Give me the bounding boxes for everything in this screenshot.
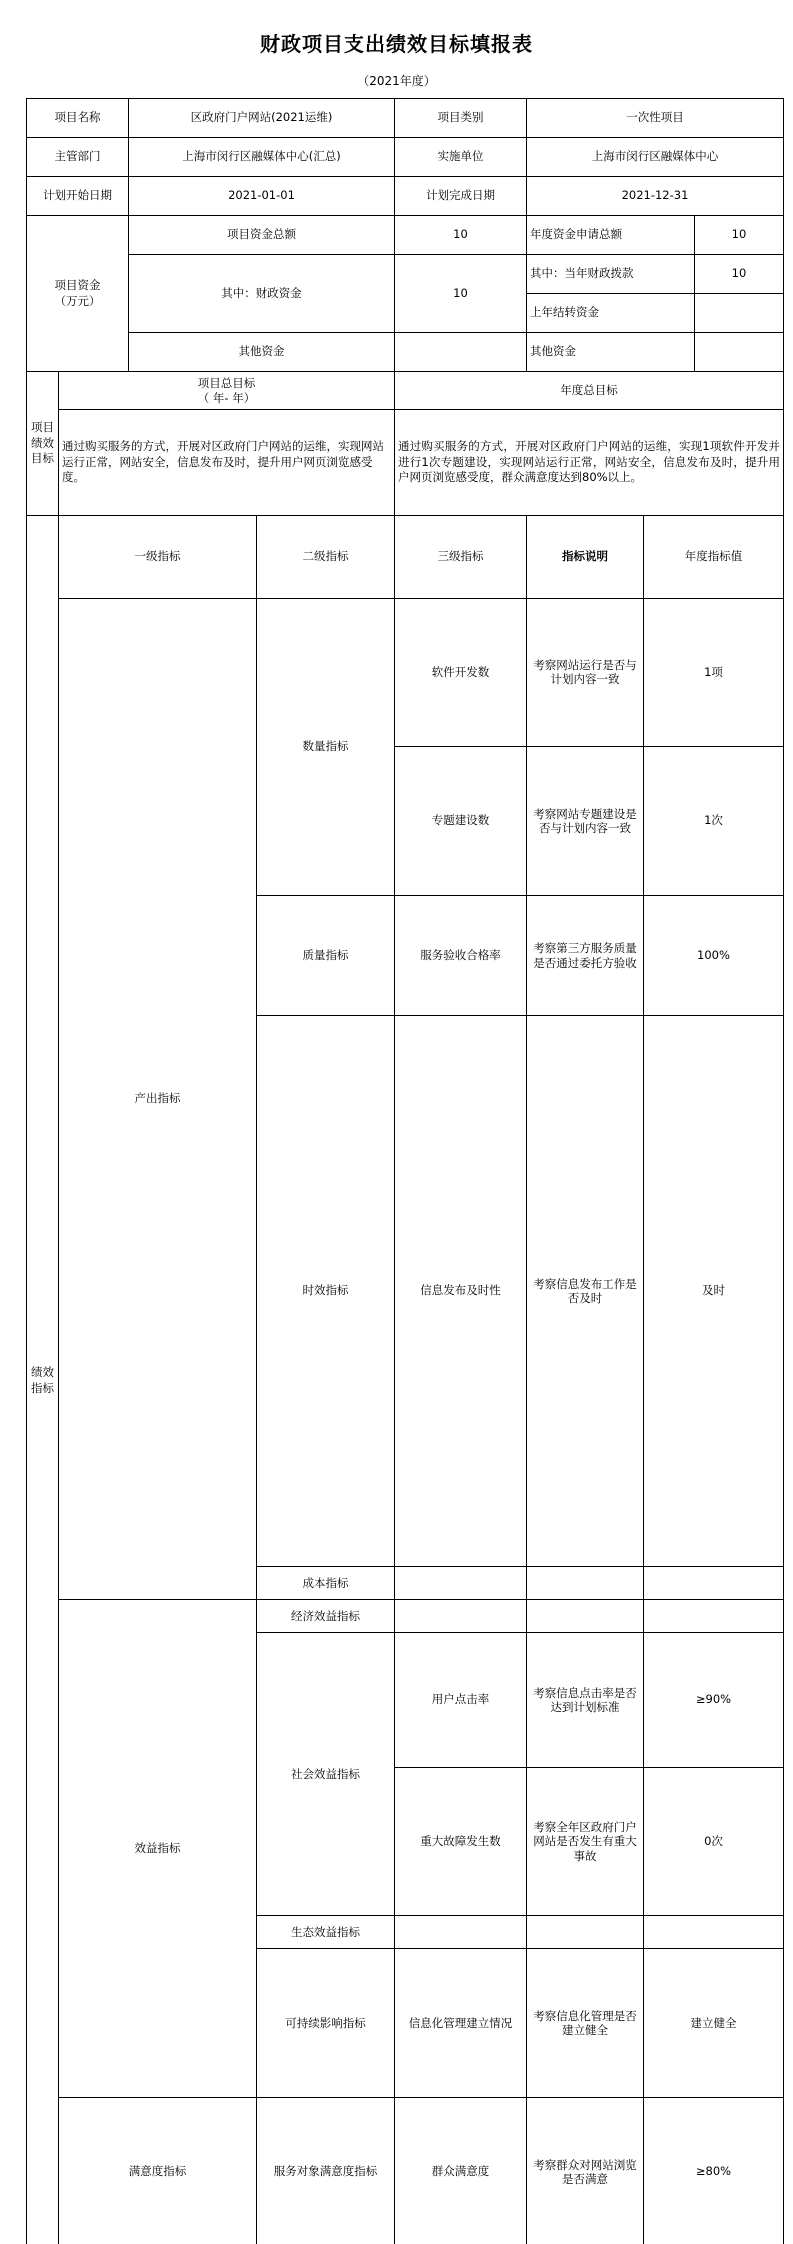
empty-cell (644, 1600, 784, 1633)
goals-total-text: 通过购买服务的方式，开展对区政府门户网站的运维，实现网站运行正常，网站安全，信息发布及时，提升用户网页浏览感受度。 (59, 410, 395, 516)
project-type-label: 项目类别 (395, 99, 527, 138)
output-row-desc: 考察信息发布工作是否及时 (527, 1016, 644, 1567)
dept-label: 主管部门 (27, 138, 129, 177)
goals-label: 项目绩效目标 (27, 372, 59, 516)
funds-annual-label: 年度资金申请总额 (527, 216, 695, 255)
benefit-row-value: 建立健全 (644, 1949, 784, 2098)
funds-label: 项目资金（万元） (27, 216, 129, 372)
output-row-l3: 信息发布及时性 (395, 1016, 527, 1567)
empty-cell (395, 1600, 527, 1633)
satisfaction-l2: 服务对象满意度指标 (257, 2098, 395, 2244)
quantity-label: 数量指标 (257, 598, 395, 896)
output-row-value: 1项 (644, 598, 784, 747)
timeliness-label: 时效指标 (257, 1016, 395, 1567)
benefit-row-l3: 信息化管理建立情况 (395, 1949, 527, 2098)
header-level3: 三级指标 (395, 516, 527, 599)
satisfaction-value: ≥80% (644, 2098, 784, 2244)
output-row-value: 及时 (644, 1016, 784, 1567)
empty-cell (395, 1916, 527, 1949)
cost-label: 成本指标 (257, 1567, 395, 1600)
performance-table (26, 98, 784, 2244)
empty-cell (527, 1567, 644, 1600)
funds-other2-label: 其他资金 (527, 333, 695, 372)
start-date: 2021-01-01 (129, 177, 395, 216)
funds-other2 (695, 333, 784, 372)
page-subtitle: （2021年度） (0, 72, 793, 89)
funds-other (395, 333, 527, 372)
satisfaction-label: 满意度指标 (59, 2098, 257, 2244)
goals-total-header (59, 372, 395, 410)
satisfaction-desc: 考察群众对网站浏览是否满意 (527, 2098, 644, 2244)
goals-annual-header: 年度总目标 (395, 372, 784, 410)
benefit-row-desc: 考察信息化管理是否建立健全 (527, 1949, 644, 2098)
economic-label: 经济效益指标 (257, 1600, 395, 1633)
funds-fiscal-label: 其中：财政资金 (129, 255, 395, 333)
empty-cell (527, 1600, 644, 1633)
goals-total-period: （ 年- 年） (62, 391, 391, 405)
goals-annual-text: 通过购买服务的方式，开展对区政府门户网站的运维，实现1项软件开发并进行1次专题建设，实现网站运行正常，网站安全，信息发布及时，提升用户网页浏览感受度，群众满意度达到80%以上。 (395, 410, 784, 516)
benefit-row-l3: 用户点击率 (395, 1633, 527, 1767)
output-row-desc: 考察网站专题建设是否与计划内容一致 (527, 747, 644, 896)
project-type: 一次性项目 (527, 99, 784, 138)
output-row-l3: 服务验收合格率 (395, 896, 527, 1016)
funds-fiscal: 10 (395, 255, 527, 333)
output-row-value: 1次 (644, 747, 784, 896)
output-row-l3: 软件开发数 (395, 598, 527, 747)
output-label: 产出指标 (59, 598, 257, 1600)
output-row-desc: 考察网站运行是否与计划内容一致 (527, 598, 644, 747)
funds-total: 10 (395, 216, 527, 255)
empty-cell (644, 1916, 784, 1949)
satisfaction-l3: 群众满意度 (395, 2098, 527, 2244)
output-row-l3: 专题建设数 (395, 747, 527, 896)
output-row-value: 100% (644, 896, 784, 1016)
project-name-label: 项目名称 (27, 99, 129, 138)
output-row-desc: 考察第三方服务质量是否通过委托方验收 (527, 896, 644, 1016)
end-date-label: 计划完成日期 (395, 177, 527, 216)
benefit-row-value: 0次 (644, 1767, 784, 1916)
end-date: 2021-12-31 (527, 177, 784, 216)
social-label: 社会效益指标 (257, 1633, 395, 1916)
page-title: 财政项目支出绩效目标填报表 (0, 28, 793, 57)
empty-cell (644, 1567, 784, 1600)
impl: 上海市闵行区融媒体中心 (527, 138, 784, 177)
goals-total-title: 项目总目标 (62, 376, 391, 390)
benefit-row-l3: 重大故障发生数 (395, 1767, 527, 1916)
funds-annual: 10 (695, 216, 784, 255)
eco-label: 生态效益指标 (257, 1916, 395, 1949)
funds-current-label: 其中：当年财政拨款 (527, 255, 695, 294)
impl-label: 实施单位 (395, 138, 527, 177)
header-value: 年度指标值 (644, 516, 784, 599)
funds-total-label: 项目资金总额 (129, 216, 395, 255)
empty-cell (395, 1567, 527, 1600)
indicators-label: 绩效指标 (27, 516, 59, 2244)
benefit-row-value: ≥90% (644, 1633, 784, 1767)
benefit-row-desc: 考察信息点击率是否达到计划标准 (527, 1633, 644, 1767)
funds-carryover (695, 294, 784, 333)
funds-current: 10 (695, 255, 784, 294)
empty-cell (527, 1916, 644, 1949)
funds-carryover-label: 上年结转资金 (527, 294, 695, 333)
quality-label: 质量指标 (257, 896, 395, 1016)
header-desc: 指标说明 (527, 516, 644, 599)
project-name: 区政府门户网站(2021运维) (129, 99, 395, 138)
header-level2: 二级指标 (257, 516, 395, 599)
start-date-label: 计划开始日期 (27, 177, 129, 216)
funds-other-label: 其他资金 (129, 333, 395, 372)
benefit-label: 效益指标 (59, 1600, 257, 2098)
header-level1: 一级指标 (59, 516, 257, 599)
dept: 上海市闵行区融媒体中心(汇总) (129, 138, 395, 177)
benefit-row-desc: 考察全年区政府门户网站是否发生有重大事故 (527, 1767, 644, 1916)
sustain-label: 可持续影响指标 (257, 1949, 395, 2098)
